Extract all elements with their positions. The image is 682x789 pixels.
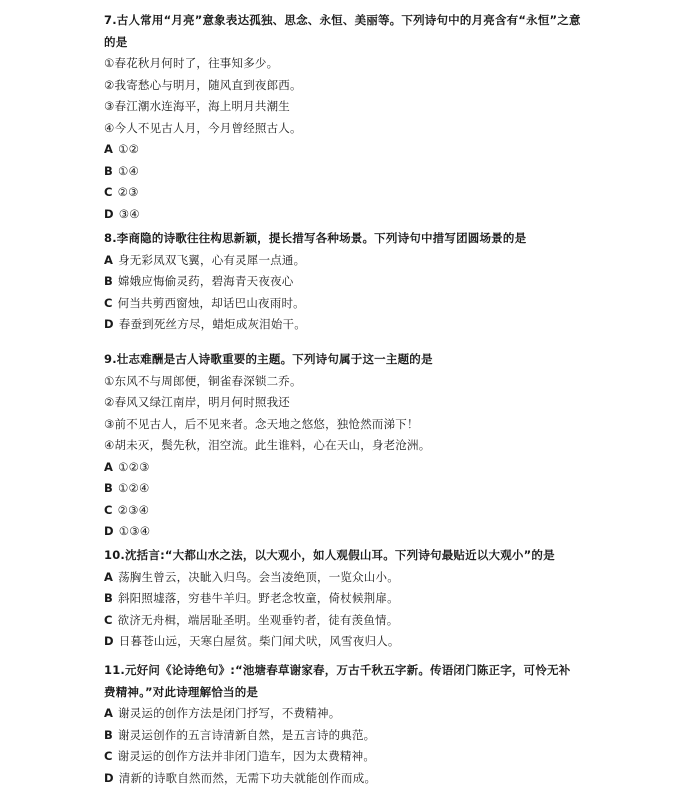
statement-item: ③前不见古人，后不见来者。念天地之悠悠，独怆然而涕下！ [104,416,419,431]
answer-option-a: A 身无彩凤双飞翼，心有灵犀一点通。 [104,252,306,267]
answer-option-b: B ①④ [104,163,139,178]
question-7 [104,10,604,225]
answer-option-c: C 何当共剪西窗烛，却话巴山夜雨时。 [104,295,305,310]
answer-option-b: B 斜阳照墟落，穷巷牛羊归。野老念牧童，倚杖候荆扉。 [104,591,399,605]
question-8 [104,228,604,336]
question-stem: 9.壮志难酬是古人诗歌重要的主题。下列诗句属于这一主题的是 [104,352,433,366]
question-stem: 7.古人常用“月亮”意象表达孤独、思念、永恒、美丽等。下列诗句中的月亮含有“永恒”之意 [104,13,581,27]
statement-item: ②我寄愁心与明月，随风直到夜郎西。 [104,77,302,92]
statement-item: ④今人不见古人月，今月曾经照古人。 [104,120,302,135]
question-stem: 费精神。”对此诗理解恰当的是 [104,684,259,699]
answer-option-a: A 荡胸生曾云，决眦入归鸟。会当凌绝顶，一览众山小。 [104,569,399,584]
question-10 [104,545,604,653]
answer-option-b: B 嫦娥应悔偷灵药，碧海青天夜夜心 [104,274,294,288]
statement-item: ①东风不与周郎便，铜雀春深锁二乔。 [104,373,302,388]
statement-item: ②春风又绿江南岸，明月何时照我还 [104,395,291,409]
answer-option-c: C ②③④ [104,502,150,517]
answer-option-b: B ①②④ [104,481,150,495]
question-stem: 10.沈括言:“大都山水之法，以大观小，如人观假山耳。下列诗句最贴近以大观小”的是 [104,548,555,562]
statement-item: ③春江潮水连海平，海上明月共潮生 [104,99,291,113]
answer-option-d: D 春蚕到死丝方尽，蜡炬成灰泪始干。 [104,317,306,331]
answer-option-b: B 谢灵运创作的五言诗清新自然，是五言诗的典范。 [104,727,376,742]
answer-option-a: A 谢灵运的创作方法是闭门抒写，不费精神。 [104,706,341,720]
answer-option-c: C ②③ [104,185,139,199]
statement-item: ④胡未灭，鬓先秋，泪空流。此生谁料，心在天山，身老沧洲。 [104,438,431,452]
answer-option-a: A ①② [104,142,140,156]
answer-option-c: C 欲济无舟楫，端居耻圣明。坐观垂钓者，徒有羡鱼情。 [104,612,399,627]
question-stem: 的是 [104,34,128,49]
answer-option-a: A ①②③ [104,459,150,474]
answer-option-d: D 清新的诗歌自然而然，无需下功夫就能创作而成。 [104,770,377,785]
question-9 [104,349,604,543]
answer-option-c: C 谢灵运的创作方法并非闭门造车，因为太费精神。 [104,749,376,763]
answer-option-d: D ①③④ [104,524,151,538]
statement-item: ①春花秋月何时了，往事知多少。 [104,56,279,70]
question-stem: 11.元好问《论诗绝句》:“池塘春草谢家春，万古千秋五字新。传语闭门陈正字，可怜无补 [104,663,571,677]
answer-option-d: D ③④ [104,206,140,221]
question-stem: 8.李商隐的诗歌往往构思新颖，提长措写各种场景。下列诗句中措写团圆场景的是 [104,231,527,245]
answer-option-d: D 日暮苍山远，天寒白屋贫。柴门闻犬吠，风雪夜归人。 [104,634,400,648]
question-11 [104,660,604,789]
